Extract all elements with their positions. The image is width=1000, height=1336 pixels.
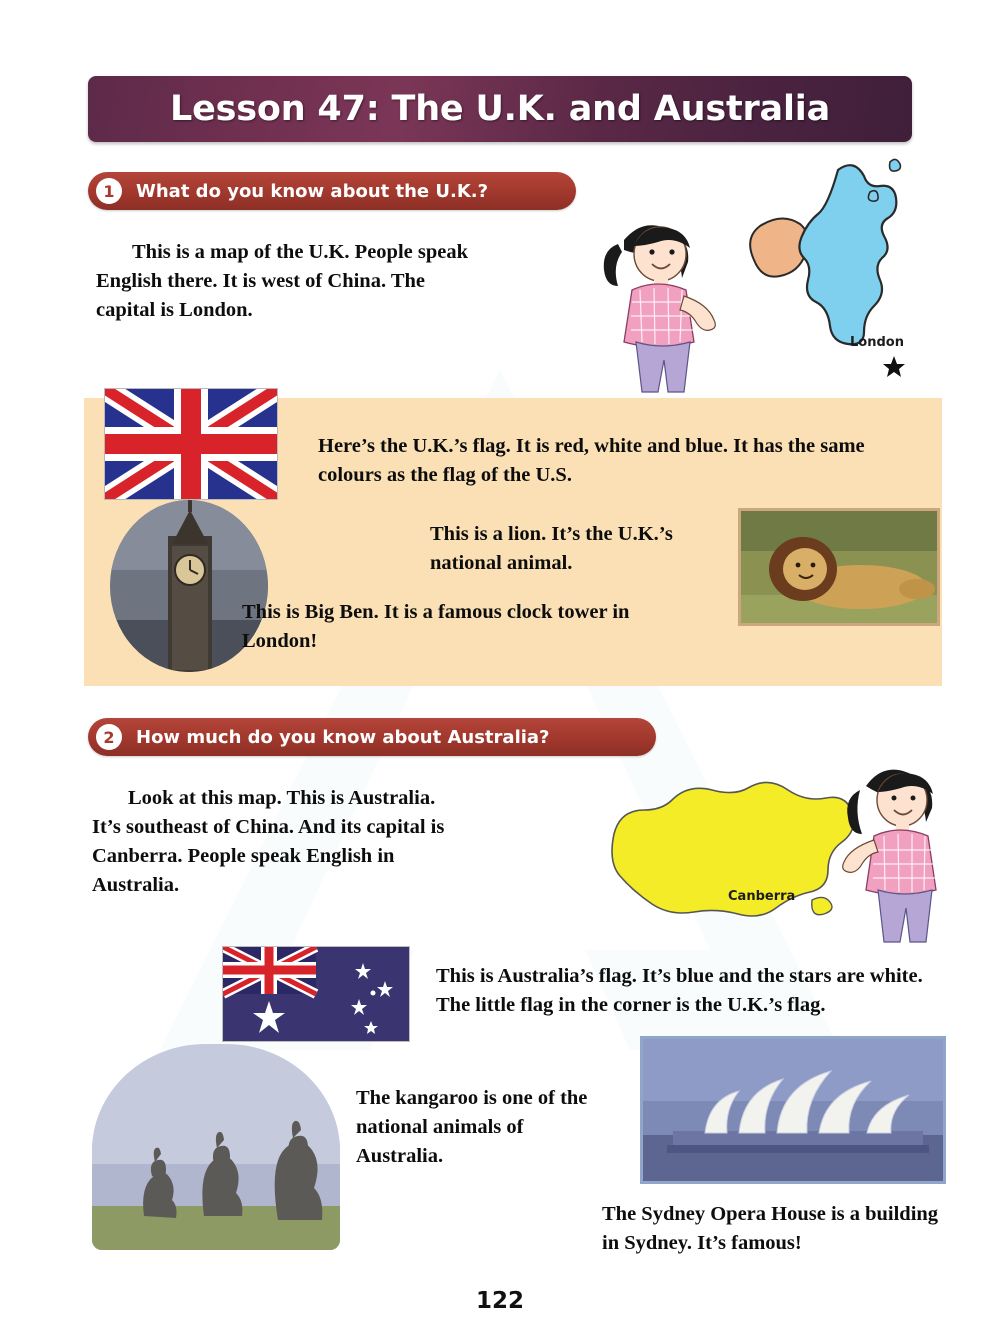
- uk-map-illustration: [720, 148, 950, 398]
- section-number-badge: 2: [96, 724, 122, 750]
- lion-photo: [738, 508, 940, 626]
- lesson-title-banner: [88, 76, 912, 142]
- australia-flag-caption: This is Australia’s flag. It’s blue and the stars are white. The little flag in the corner is the U.K.’s flag.: [436, 965, 923, 1017]
- australia-flag: [222, 946, 410, 1042]
- kangaroos-photo: [92, 1044, 340, 1250]
- sydney-opera-house-photo: [640, 1036, 946, 1184]
- opera-house-caption: The Sydney Opera House is a building in Sydney. It’s famous!: [602, 1203, 939, 1255]
- union-jack-flag: [104, 388, 278, 500]
- map-label-london: London: [850, 335, 904, 350]
- girl-pointing-illustration-australia: [830, 754, 980, 944]
- section-heading-text: How much do you know about Australia?: [136, 726, 550, 748]
- australia-map-illustration: [580, 768, 860, 938]
- big-ben-caption: This is Big Ben. It is a famous clock tower in London!: [242, 601, 630, 653]
- australia-intro-paragraph: Look at this map. This is Australia. It’s southeast of China. And its capital is Canberra. People speak English in Australia.: [92, 787, 445, 897]
- section-heading-text: What do you know about the U.K.?: [136, 180, 489, 202]
- uk-intro-paragraph: This is a map of the U.K. People speak English there. It is west of China. The capital is London.: [96, 241, 468, 322]
- page-title: Lesson 47: The U.K. and Australia: [169, 89, 830, 129]
- map-label-canberra: Canberra: [728, 889, 796, 904]
- section-header-1: [88, 172, 576, 210]
- page-number: 122: [475, 1288, 524, 1314]
- uk-flag-caption: Here’s the U.K.’s flag. It is red, white and blue. It has the same colours as the flag of the U.S.: [318, 435, 865, 487]
- lion-caption: This is a lion. It’s the U.K.’s national animal.: [430, 523, 673, 575]
- section-header-2: [88, 718, 656, 756]
- section-number-badge: 1: [96, 178, 122, 204]
- kangaroo-caption: The kangaroo is one of the national animals of Australia.: [356, 1087, 588, 1168]
